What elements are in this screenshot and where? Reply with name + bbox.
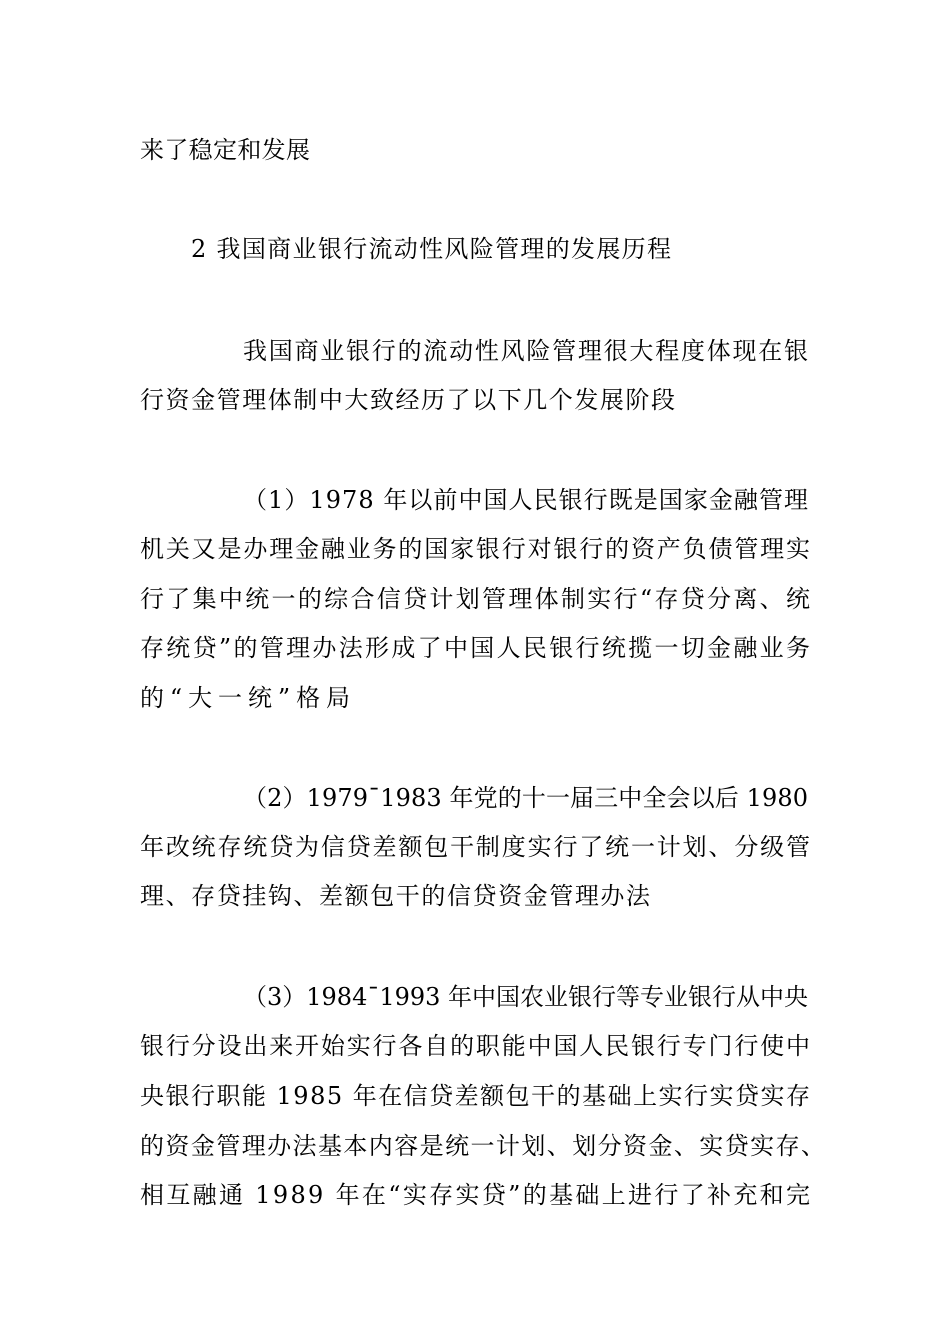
paragraph-line: 的资金管理办法基本内容是统一计划、划分资金、实贷实存、: [140, 1132, 827, 1160]
paragraph-line: 理、存贷挂钩、差额包干的信贷资金管理办法: [140, 882, 652, 910]
paragraph-line: 央银行职能 1985 年在信贷差额包干的基础上实行实贷实存: [140, 1082, 812, 1110]
paragraph-line: 的“大一统”格局: [140, 684, 356, 712]
paragraph-line: 银行分设出来开始实行各自的职能中国人民银行专门行使中: [140, 1032, 812, 1060]
paragraph-line: （1）1978 年以前中国人民银行既是国家金融管理: [243, 486, 810, 514]
paragraph-line: 我国商业银行的流动性风险管理很大程度体现在银: [243, 337, 810, 365]
paragraph-line: 机关又是办理金融业务的国家银行对银行的资产负债管理实: [140, 535, 812, 563]
paragraph-line: （2）1979¯1983 年党的十一届三中全会以后 1980: [243, 784, 809, 812]
section-heading: 2 我国商业银行流动性风险管理的发展历程: [191, 235, 673, 263]
paragraph-line: 年改统存统贷为信贷差额包干制度实行了统一计划、分级管: [140, 833, 812, 861]
paragraph-line: （3）1984¯1993 年中国农业银行等专业银行从中央: [243, 983, 809, 1011]
paragraph-line: 行了集中统一的综合信贷计划管理体制实行“存贷分离、统: [140, 585, 813, 613]
paragraph-line: 相互融通 1989 年在“实存实贷”的基础上进行了补充和完: [140, 1181, 813, 1209]
paragraph-line: 来了稳定和发展: [140, 136, 311, 164]
paragraph-line: 行资金管理体制中大致经历了以下几个发展阶段: [140, 386, 677, 414]
paragraph-line: 存统贷”的管理办法形成了中国人民银行统揽一切金融业务: [140, 634, 813, 662]
